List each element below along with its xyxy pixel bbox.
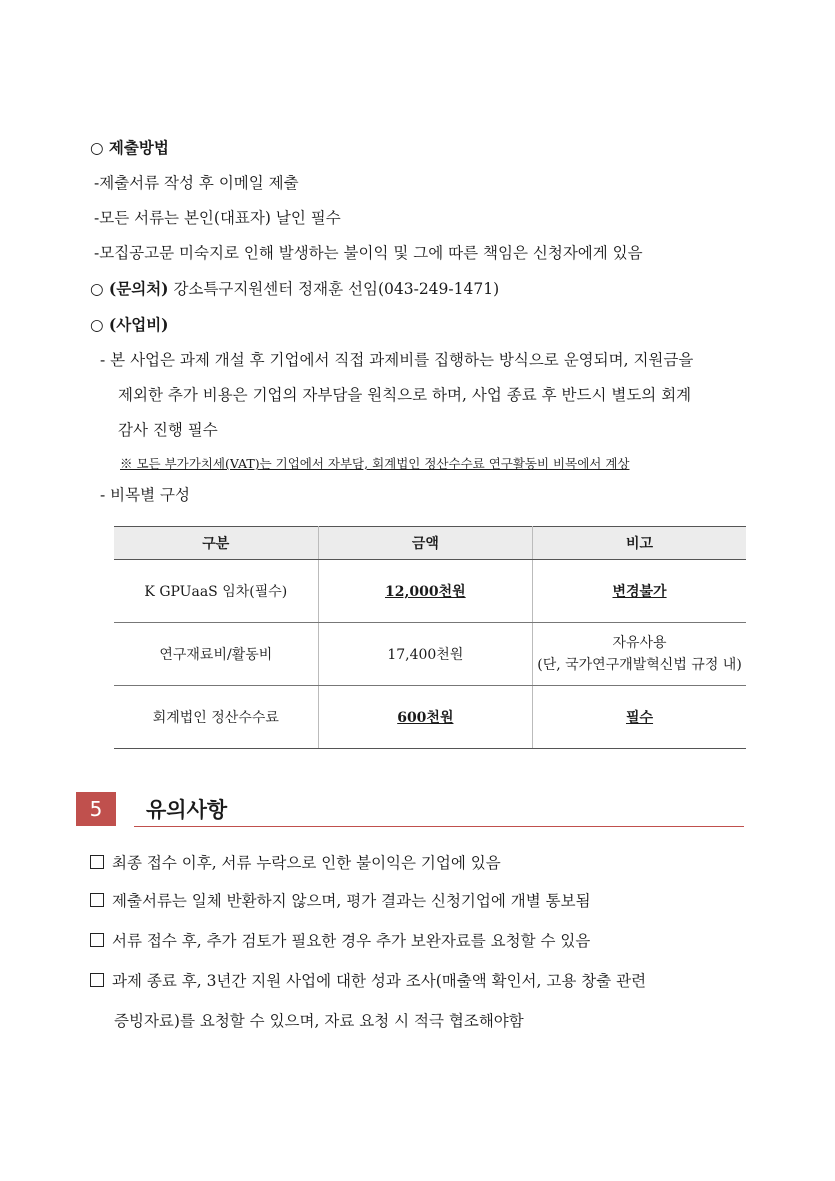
budget-table-heading: - 비목별 구성 [100, 486, 190, 504]
row-note [533, 623, 746, 686]
notice-item-2 [90, 890, 591, 912]
section-divider [134, 826, 744, 827]
submission-heading: ○ 제출방법 [90, 138, 169, 157]
row-note: 필수 [533, 686, 746, 749]
row-amount: 600천원 [318, 686, 532, 749]
section-title: 유의사항 [146, 798, 228, 822]
vat-note: ※ 모든 부가가치세(VAT)는 기업에서 자부담, 회계법인 정산수수료 연구활동비 비목에서 계상 [120, 456, 630, 471]
table-header-row [114, 527, 746, 560]
budget-desc-line-1: - 본 사업은 과제 개설 후 기업에서 직접 과제비를 집행하는 방식으로 운영되며, 지원금을 [100, 351, 694, 369]
table-row [114, 560, 746, 623]
row-item: 연구재료비/활동비 [114, 623, 318, 686]
notice-text: 제출서류는 일체 반환하지 않으며, 평가 결과는 신청기업에 개별 통보됨 [112, 892, 591, 910]
checkbox-icon [90, 933, 104, 947]
submission-item-3: -모집공고문 미숙지로 인해 발생하는 불이익 및 그에 따른 책임은 신청자에게 있음 [94, 244, 643, 262]
row-amount: 12,000천원 [318, 560, 532, 623]
row-item: K GPUaaS 임차(필수) [114, 560, 318, 623]
table-row [114, 623, 746, 686]
row-amount: 17,400천원 [318, 623, 532, 686]
row-note: 변경불가 [533, 560, 746, 623]
notice-item-1 [90, 852, 501, 874]
contact-line [90, 278, 499, 300]
contact-text: 강소특구지원센터 정재훈 선임(043-249-1471) [168, 280, 500, 298]
budget-desc-line-3: 감사 진행 필수 [118, 421, 218, 439]
notice-item-4 [90, 970, 646, 992]
row-note-main: 자유사용 [612, 635, 667, 651]
budget-table [114, 526, 746, 749]
header-category: 구분 [114, 527, 318, 560]
checkbox-icon [90, 855, 104, 869]
table-row [114, 686, 746, 749]
budget-heading: ○ (사업비) [90, 315, 169, 334]
notice-text: 최종 접수 이후, 서류 누락으로 인한 불이익은 기업에 있음 [112, 854, 501, 872]
submission-item-2: -모든 서류는 본인(대표자) 날인 필수 [94, 209, 341, 227]
notice-text: 서류 접수 후, 추가 검토가 필요한 경우 추가 보완자료를 요청할 수 있음 [112, 932, 591, 950]
contact-label: ○ (문의처) [90, 279, 169, 298]
notice-text: 과제 종료 후, 3년간 지원 사업에 대한 성과 조사(매출액 확인서, 고용 창출 관련 [112, 972, 647, 990]
row-note-sub: (단, 국가연구개발혁신법 규정 내) [537, 657, 742, 673]
checkbox-icon [90, 973, 104, 987]
checkbox-icon [90, 893, 104, 907]
row-item: 회계법인 정산수수료 [114, 686, 318, 749]
submission-item-1: -제출서류 작성 후 이메일 제출 [94, 174, 299, 192]
notice-item-4-cont: 증빙자료)를 요청할 수 있으며, 자료 요청 시 적극 협조해야함 [114, 1012, 524, 1030]
budget-desc-line-2: 제외한 추가 비용은 기업의 자부담을 원칙으로 하며, 사업 종료 후 반드시 별도의 회계 [118, 386, 692, 404]
header-amount: 금액 [318, 527, 532, 560]
section-number-badge: 5 [76, 792, 116, 826]
header-note: 비고 [533, 527, 746, 560]
notice-item-3 [90, 930, 590, 952]
